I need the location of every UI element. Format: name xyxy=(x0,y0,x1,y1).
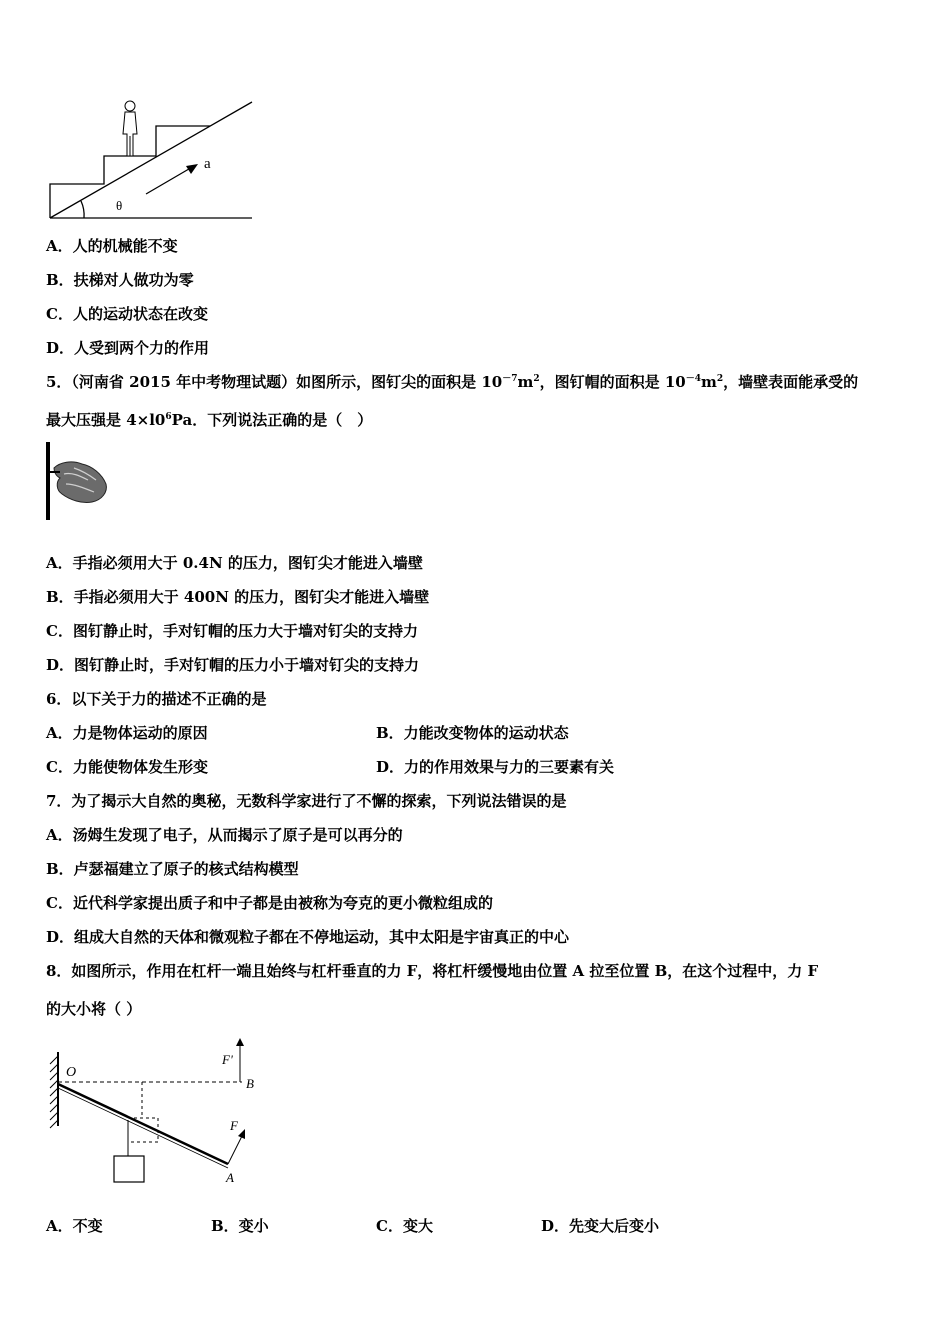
q4-option-c: C．人的运动状态在改变 xyxy=(46,305,208,323)
force-arrowhead-b xyxy=(236,1038,244,1046)
q7-option-a: A．汤姆生发现了电子，从而揭示了原子是可以再分的 xyxy=(46,826,403,844)
acceleration-arrow xyxy=(146,166,194,194)
q5-option-d: D．图钉静止时，手对钉帽的压力小于墙对钉尖的支持力 xyxy=(46,656,420,674)
q7-option-c: C．近代科学家提出质子和中子都是由被称为夸克的更小微粒组成的 xyxy=(46,894,493,912)
q8-option-a: A．不变 xyxy=(46,1217,103,1235)
label-a: A xyxy=(226,1170,234,1185)
q4-option-b: B．扶梯对人做功为零 xyxy=(46,271,194,289)
force-arrowhead-a xyxy=(238,1129,245,1139)
escalator-incline xyxy=(50,102,252,218)
lever-rod xyxy=(58,1084,228,1164)
q5-stem-line1: 5．（河南省 2015 年中考物理试题）如图所示，图钉尖的面积是 $10^{-7}m^2$，图钉帽的面积是 $10^{-4}m^2$，墙壁表面能承受的 xyxy=(46,373,859,391)
hanging-weight xyxy=(114,1156,144,1182)
angle-label: θ xyxy=(116,198,123,213)
q7-option-d: D．组成大自然的天体和微观粒子都在不停地运动，其中太阳是宇宙真正的中心 xyxy=(46,928,570,946)
q5-stem-line2: 最大压强是 $4\times l0^6Pa$．下列说法正确的是（ ） xyxy=(46,411,373,429)
q4-option-d: D．人受到两个力的作用 xyxy=(46,339,210,357)
hand-icon xyxy=(54,462,106,503)
q5-option-c: C．图钉静止时，手对钉帽的压力大于墙对钉尖的支持力 xyxy=(46,622,418,640)
label-o: O xyxy=(66,1065,77,1080)
q5-option-b: B．手指必须用大于 400N 的压力，图钉尖才能进入墙壁 xyxy=(46,588,430,606)
q8-stem-line2: 的大小将（ ） xyxy=(46,1000,142,1018)
q6-stem: 6．以下关于力的描述不正确的是 xyxy=(46,690,267,708)
wall xyxy=(46,442,50,520)
label-f-prime: F' xyxy=(222,1052,233,1067)
q6-option-d: D．力的作用效果与力的三要素有关 xyxy=(376,758,615,776)
acceleration-label: a xyxy=(204,156,211,172)
q8-option-b: B．变小 xyxy=(211,1217,269,1235)
lever-figure xyxy=(44,1032,274,1188)
q8-option-d: D．先变大后变小 xyxy=(541,1217,660,1235)
q7-stem: 7．为了揭示大自然的奥秘，无数科学家进行了不懈的探索，下列说法错误的是 xyxy=(46,792,567,810)
thumbtack-figure xyxy=(44,440,110,522)
angle-arc xyxy=(81,201,84,218)
q7-option-b: B．卢瑟福建立了原子的核式结构模型 xyxy=(46,860,299,878)
q6-option-c: C．力能使物体发生形变 xyxy=(46,758,208,776)
q8-option-c: C．变大 xyxy=(376,1217,433,1235)
q4-option-a: A．人的机械能不变 xyxy=(46,237,178,255)
person-icon xyxy=(123,101,137,156)
q5-option-a: A．手指必须用大于 0.4N 的压力，图钉尖才能进入墙壁 xyxy=(46,554,423,572)
label-b: B xyxy=(246,1076,254,1091)
force-arrow-a xyxy=(228,1136,242,1164)
q6-option-b: B．力能改变物体的运动状态 xyxy=(376,724,569,742)
wall-hatching xyxy=(50,1056,58,1128)
q6-option-a: A．力是物体运动的原因 xyxy=(46,724,208,742)
q8-stem-line1: 8．如图所示，作用在杠杆一端且始终与杠杆垂直的力 F，将杠杆缓慢地由位置 A 拉至位置 B，在这个过程中，力 F xyxy=(46,962,819,980)
label-f: F xyxy=(230,1118,238,1133)
escalator-figure xyxy=(46,96,256,222)
